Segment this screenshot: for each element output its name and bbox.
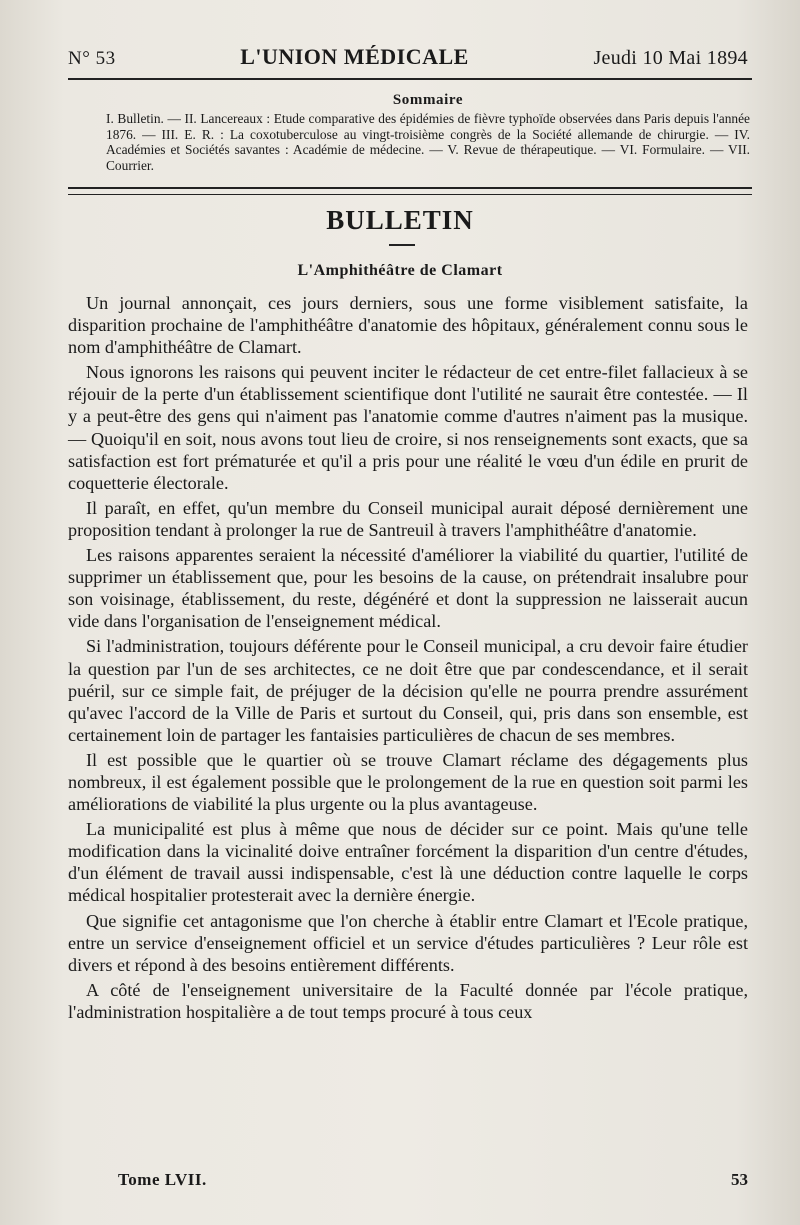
header-rule — [68, 78, 752, 80]
section-divider — [68, 187, 752, 195]
paragraph: Les raisons apparentes seraient la nécessité d'améliorer la viabilité du quartier, l'utilité de supprimer un établissement que, pour les besoins de la cause, on prétendrait insalubre pour son voisinage, établissement, du reste, dégénéré et dont la suppression ne laisserait aucun vide dans l'organisation de l'enseignement médical. — [68, 545, 748, 632]
paragraph: Un journal annonçait, ces jours derniers, sous une forme visiblement satisfaite, la disparition prochaine de l'amphithéâtre d'anatomie des hôpitaux, généralement connu sous le nom d'amphithéâtre de Clamart. — [68, 293, 748, 358]
page-number: 53 — [731, 1170, 748, 1189]
article-title: L'Amphithéâtre de Clamart — [297, 262, 503, 279]
issue-date: Jeudi 10 Mai 1894 — [593, 47, 748, 69]
paragraph: Il est possible que le quartier où se trouve Clamart réclame des dégagements plus nombreux, il est également possible que le prolongement de la rue en question soit parmi les améliorations de viabilité la plus urgente ou la plus avantageuse. — [68, 749, 748, 815]
paragraph: A côté de l'enseignement universitaire de la Faculté donnée par l'école pratique, l'administration hospitalière a de tout temps procuré à tous ceux — [68, 979, 748, 1022]
paragraph: Il paraît, en effet, qu'un membre du Conseil municipal aurait déposé dernièrement une proposition tendant à prolonger la rue de Santreuil à travers l'amphithéâtre d'anatomie. — [68, 497, 748, 540]
paragraph: Que signifie cet antagonisme que l'on cherche à établir entre Clamart et l'Ecole pratique, entre un service d'enseignement officiel et un service d'études particulières ? Leur rôle est divers et répond à des besoins entièrement différents. — [68, 910, 748, 975]
page-footer — [118, 1170, 748, 1190]
paragraph: Nous ignorons les raisons qui peuvent inciter le rédacteur de cet entre-filet fallacieux à se réjouir de la perte d'un établissement scientifique dont l'utilité ne saurait être contestée. — Il y a peut-être des gens qui n'aiment pas l'anatomie comme d'autres n'aiment pas la musique. — Quoiqu'il en soit, nous avons tout lieu de croire, si nos renseignements sont exacts, que sa satisfaction est fort prématurée et qu'il a pris pour une réalité le vœu d'un édile en prurit de coquetterie électorale. — [68, 362, 748, 493]
tome-label: Tome LVII. — [118, 1170, 207, 1189]
section-title: BULLETIN — [326, 205, 474, 235]
paragraph: Si l'administration, toujours déférente pour le Conseil municipal, a cru devoir faire étudier la question par l'un de ses architectes, ce ne doit être que par condescendance, et il serait puéril, sur ce simple fait, de préjuger de la décision qu'elle ne pourra prendre assurément qu'avec l'accord de la Ville de Paris et surtout du Conseil, qui, pris dans son ensemble, est certainement loin de partager les fantaisies particulières de chacun de ses membres. — [68, 636, 748, 745]
summary-box — [106, 86, 750, 173]
summary-text: I. Bulletin. — II. Lancereaux : Etude comparative des épidémies de fièvre typhoïde observées dans Paris depuis l'année 1876. — III. E. R. : La coxotuberculose au vingt-troisième congrès de la Société allemande de chirurgie. — IV. Académies et Sociétés savantes : Académie de médecine. — V. Revue de thérapeutique. — VI. Formulaire. — VII. Courrier. — [106, 111, 750, 173]
article-body — [68, 292, 748, 1023]
issue-number: N° 53 — [68, 48, 116, 69]
journal-title: L'UNION MÉDICALE — [240, 44, 469, 69]
summary-title: Sommaire — [392, 92, 464, 108]
paragraph: La municipalité est plus à même que nous de décider sur ce point. Mais qu'une telle modification dans la vicinalité doive entraîner forcément la disparition d'un centre d'études, d'un élément de travail aussi indispensable, c'est là une déduction contre laquelle le corps médical hospitalier protesterait avec la dernière énergie. — [68, 819, 748, 906]
running-head — [68, 44, 748, 74]
section-dash — [389, 244, 415, 246]
